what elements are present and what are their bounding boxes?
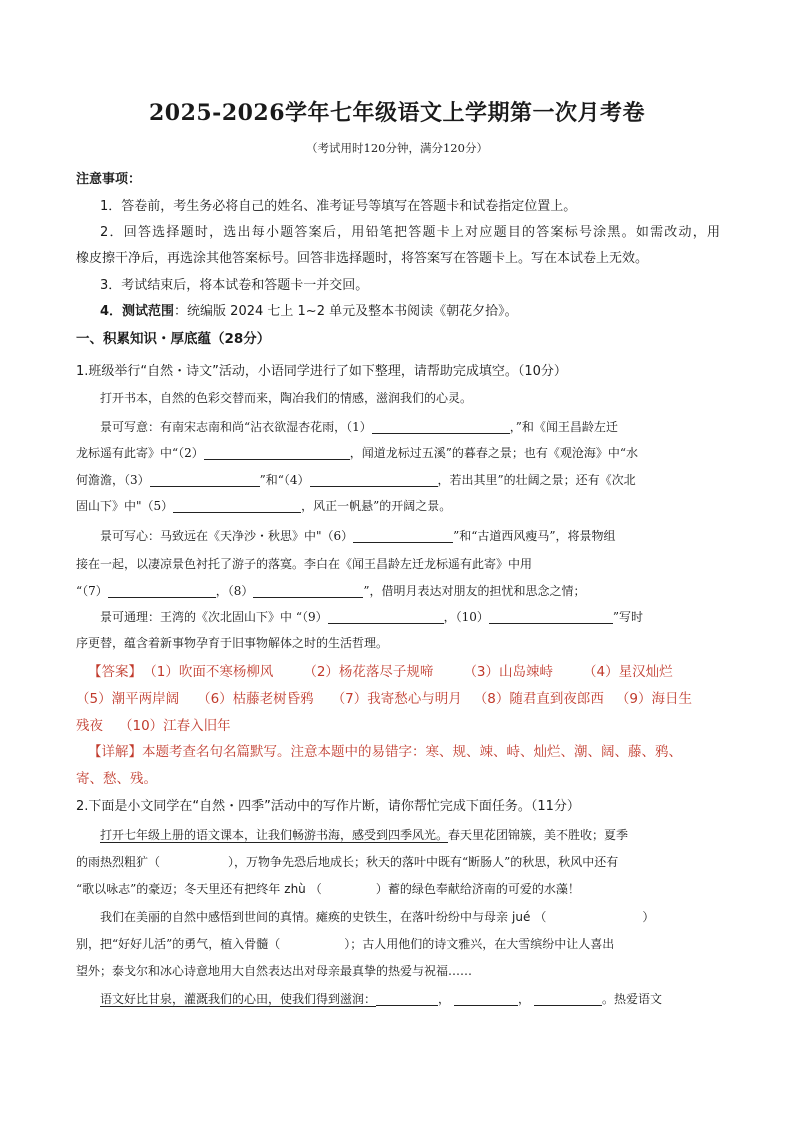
q1-line-6: 接在一起，以凄凉景色衬托了游子的落寞。李白在《闻王昌龄左迁龙标遥有此寄》中用	[76, 557, 533, 571]
detail-text: 本题考查名句名篇默写。注意本题中的易错字：寒、规、竦、峙、灿烂、潮、阔、藤、鸦、	[142, 744, 682, 760]
q1-line-2	[76, 444, 638, 463]
q2-para-1-line-2	[76, 853, 618, 872]
q1-text: 固山下》中"（5）	[76, 499, 174, 513]
q2-para-2-line-3: 望外；泰戈尔和冰心诗意地用大自然表达出对母亲最真挚的热爱与祝福……	[76, 964, 473, 978]
q1-line-8	[100, 608, 643, 627]
q2-text: ）蓄的绿色奉献给济南的可爱的水藻！	[375, 882, 580, 896]
q2-text: ）；古人用他们的诗文雅兴，在大雪缤纷中让人喜出	[344, 937, 615, 951]
q1-text: ，（8）	[215, 584, 254, 598]
q1-text: ，风正一帆悬”的开阔之景。	[301, 499, 452, 513]
answer-item: （6）枯藤老树昏鸦	[197, 691, 314, 707]
answer-item: （8）随君直到夜郎西	[473, 691, 604, 707]
notice-item-1: 1．答卷前，考生务必将自己的姓名、准考证号等填写在答题卡和试卷指定位置上。	[100, 199, 577, 214]
notice-heading: 注意事项：	[76, 172, 142, 187]
q2-text: ，	[438, 992, 451, 1006]
underlined-sentence: 语文好比甘泉，灌溉我们的心田，使我们得到滋润：	[100, 992, 377, 1006]
q1-blank-2[interactable]	[204, 445, 350, 460]
q1-line-5	[100, 527, 616, 546]
q1-detail-line-1	[88, 743, 682, 762]
q1-text: 景可写心：马致远在《天净沙・秋思》中"（6）	[100, 529, 354, 543]
detail-label: 【详解】	[88, 744, 142, 760]
q2-stem: 2.下面是小文同学在“自然・四季”活动中的写作片断，请你帮忙完成下面任务。（11分）	[76, 799, 580, 814]
underlined-sentence: 打开七年级上册的语文课本，让我们畅游书海，感受到四季风光。	[100, 828, 449, 842]
q2-text: 春天里花团锦簇，美不胜收；夏季	[448, 828, 629, 842]
q2-para-1-line-1	[100, 826, 628, 845]
q1-text: 龙标遥有此寄》中“（2）	[76, 446, 204, 460]
q1-intro: 打开书本，自然的色彩交替而来，陶冶我们的情感，滋润我们的心灵。	[100, 391, 473, 405]
answer-label: 【答案】	[88, 664, 142, 680]
q1-line-4	[76, 497, 451, 516]
notice-item-4	[100, 302, 518, 321]
q2-text: 。热爱语文	[602, 992, 663, 1006]
notice-item-2-line-1: 2．回答选择题时，选出每小题答案后，用铅笔把答题卡上对应题目的答案标号涂黑。如需改动，用	[100, 225, 720, 240]
q1-blank-5[interactable]	[173, 498, 301, 513]
exam-title: 2025-2026学年七年级语文上学期第一次月考卷	[148, 100, 646, 126]
q1-text: 景可写意：有南宋志南和尚“沾衣欲湿杏花雨，（1）	[100, 420, 372, 434]
answer-item: 残夜	[76, 718, 103, 734]
q1-text: ，（10）	[443, 610, 489, 624]
exam-subtitle: （考试用时120分钟，满分120分）	[306, 141, 488, 155]
notice-item-2-line-2: 橡皮擦干净后，再选涂其他答案标号。回答非选择题时，将答案写在答题卡上。写在本试卷上无效。	[76, 251, 649, 266]
q1-blank-6[interactable]	[353, 528, 453, 543]
q1-answer-row-1	[88, 663, 673, 682]
q2-para-2-line-1	[100, 908, 654, 927]
answer-item: （3）山岛竦峙	[463, 664, 554, 680]
q2-text: 我们在美丽的自然中感悟到世间的真情。瘫痪的史铁生，在落叶纷纷中与母亲	[100, 910, 509, 924]
q1-blank-9[interactable]	[328, 609, 444, 624]
q1-text: ，”和《闻王昌龄左迁	[509, 420, 618, 434]
q1-line-7	[76, 582, 586, 601]
q1-blank-7[interactable]	[108, 583, 216, 598]
q2-para-1-line-3	[76, 880, 580, 899]
q1-line-3	[76, 471, 636, 490]
q2-text: “歌以咏志”的豪迈；冬天里还有把终年	[76, 882, 281, 896]
q1-text: ”写时	[612, 610, 644, 624]
q1-blank-10[interactable]	[489, 609, 613, 624]
notice-item-3: 3．考试结束后，将本试卷和答题卡一并交回。	[100, 278, 369, 293]
q2-text: ），万物争先恐后地成长；秋天的落叶中既有“断肠人”的秋思，秋风中还有	[228, 855, 619, 869]
q1-answer-row-3	[76, 717, 231, 736]
q1-blank-8[interactable]	[253, 583, 363, 598]
q1-answer-row-2	[76, 690, 692, 709]
q1-detail-line-2: 寄、愁、残。	[76, 771, 157, 787]
q1-text: ”和“（4）	[259, 473, 310, 487]
q2-text: （	[534, 910, 547, 924]
q2-para-2-line-2	[76, 935, 614, 954]
answer-item: （5）潮平两岸阔	[76, 691, 180, 707]
answer-item: （9）海日生	[615, 691, 692, 707]
pinyin-jue: jué	[512, 910, 531, 924]
q2-text: （	[309, 882, 322, 896]
q2-blank-3[interactable]	[534, 991, 602, 1006]
q2-text: ）	[642, 910, 655, 924]
q1-text: ，闻道龙标过五溪”的暮春之景；也有《观沧海》中“水	[349, 446, 639, 460]
q1-text: “（7）	[76, 584, 108, 598]
answer-item: （2）杨花落尽子规啼	[303, 664, 434, 680]
q1-blank-1[interactable]	[372, 419, 510, 434]
answer-item: （1）吹面不寒杨柳风	[150, 664, 274, 680]
pinyin-zhu: zhù	[284, 882, 306, 896]
q1-line-1	[100, 418, 618, 437]
test-scope-label: 4．测试范围	[100, 304, 175, 319]
answer-item: （4）星汉灿烂	[583, 664, 673, 680]
test-scope-text: ：统编版 2024 七上 1~2 单元及整本书阅读《朝花夕拾》。	[174, 304, 518, 319]
q2-text: ，	[518, 992, 531, 1006]
q2-para-3-line-1	[100, 990, 662, 1009]
section-1-heading: 一、积累知识・厚底蕴（28分）	[76, 331, 271, 347]
answer-item: （10）江春入旧年	[119, 718, 231, 734]
q1-stem: 1.班级举行“自然・诗文”活动，小语同学进行了如下整理，请帮助完成填空。（10分）	[76, 364, 567, 379]
q1-text: 何澹澹，（3）	[76, 473, 150, 487]
q2-blank-1[interactable]	[376, 991, 438, 1006]
q1-text: ，若出其里”的壮阔之景；还有《次北	[437, 473, 636, 487]
q2-blank-2[interactable]	[454, 991, 518, 1006]
q1-blank-4[interactable]	[310, 472, 438, 487]
q1-text: ”和“古道西风瘦马”，将景物组	[453, 529, 616, 543]
q2-text: 别，把“好好儿活”的勇气，植入骨髓（	[76, 937, 281, 951]
q2-text: 的雨热烈粗犷（	[76, 855, 161, 869]
answer-item: （7）我寄愁心与明月	[331, 691, 462, 707]
q1-blank-3[interactable]	[150, 472, 260, 487]
q1-line-9: 序更替，蕴含着新事物孕育于旧事物解体之时的生活哲理。	[76, 636, 389, 650]
q1-text: ”，借明月表达对朋友的担忧和思念之情；	[363, 584, 586, 598]
q1-text: 景可通理：王湾的《次北固山下》中 “（9）	[100, 610, 328, 624]
